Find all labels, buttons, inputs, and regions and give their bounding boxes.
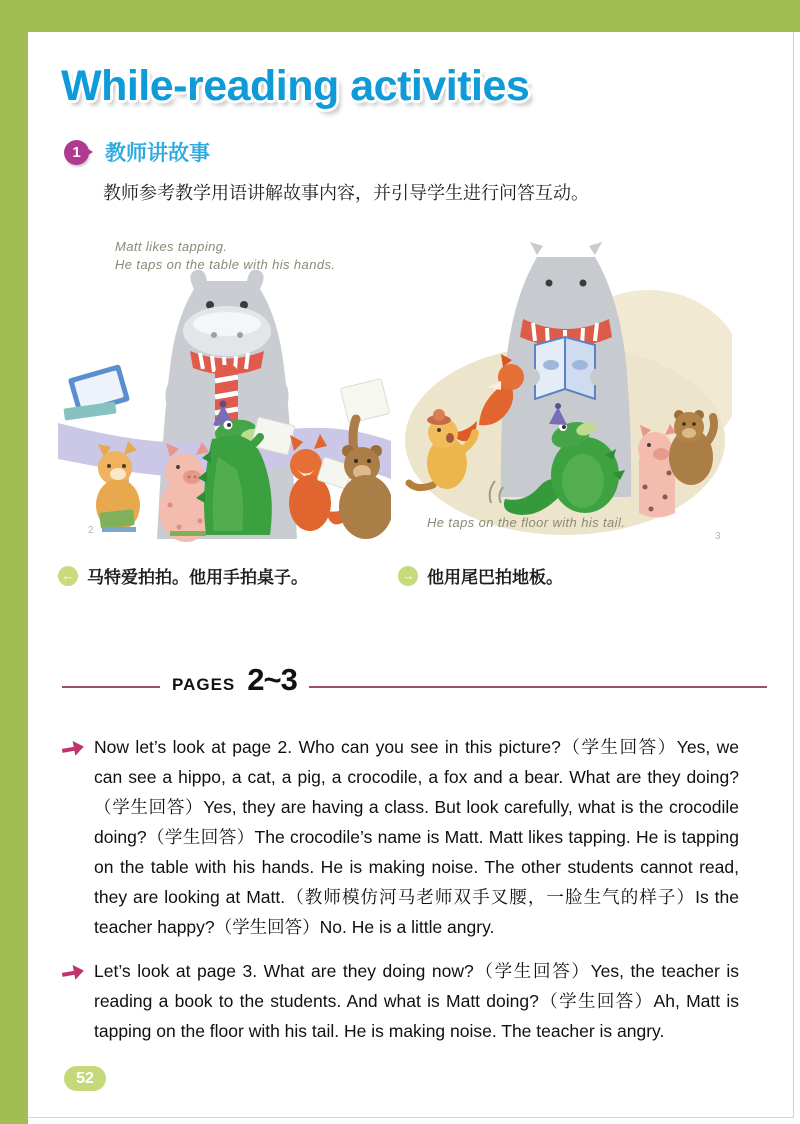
pages-range: 2~3 [247,662,297,697]
speech-text-line2: He taps on the table with his hands. [115,257,336,272]
paragraph-text: Now let’s look at page 2. Who can you see in this picture?（学生回答）Yes, we can see a hippo, a cat, a pig, a crocodile, a fox and a bear. What are they doing?（学生回答）Yes, they are having a class. But look carefully, what is the crocodile doing?（学生回答）The crocodile’s name is Matt. Matt likes tapping. He is tapping on the table with his hands. He is making noise. The other students cannot read, they are looking at Matt.（教师模仿河马老师双手叉腰，一脸生气的样子）Is the teacher happy?（学生回答）No. He is a little angry. [94,737,739,937]
pages-heading [62,662,767,698]
section-heading: 教师讲故事 [105,142,210,165]
right-arrow-icon: → [398,566,418,586]
section-heading-row [64,137,793,167]
teacher-script [62,732,739,1046]
illustration-page2 [58,225,391,545]
paragraph-text: Let’s look at page 3. What are they doing now?（学生回答）Yes, the teacher is reading a book to the students. And what is Matt doing?（学生回答）Ah, Matt is tapping on the floor with his tail. He is making noise. The teacher is angry. [94,961,739,1041]
frame-top-band [0,0,800,32]
caption-row [58,563,793,588]
illustration-page3 [399,225,732,545]
book-page [28,32,794,1118]
pages-divider-left [62,686,160,688]
storybook-page-number: 2 [88,525,94,536]
page-title: While-reading activities [61,62,530,110]
pages-label: PAGES [172,675,236,694]
teacher-script-paragraph [62,732,739,942]
caption-right [398,563,563,588]
caption-right-text: 他用尾巴拍地板。 [427,568,563,587]
page-number-badge: 52 [64,1066,106,1091]
frame-left-band [0,0,28,1124]
left-arrow-icon: ← [58,566,78,586]
speech-text-line1: Matt likes tapping. [115,239,228,254]
bullet-arrow-icon [62,740,84,942]
section-description: 教师参考教学用语讲解故事内容，并引导学生进行问答互动。 [103,183,589,203]
speech-text: He taps on the floor with his tail. [427,515,626,530]
pages-divider-right [309,686,767,688]
caption-left [58,563,398,588]
illustration-row [58,225,793,545]
section-number-badge: 1 [64,140,89,165]
open-book [535,337,595,399]
caption-left-text: 马特爱拍拍。他用手拍桌子。 [87,568,308,587]
bullet-arrow-icon [62,964,84,1046]
storybook-page-number: 3 [715,531,721,542]
teacher-script-paragraph [62,956,739,1046]
